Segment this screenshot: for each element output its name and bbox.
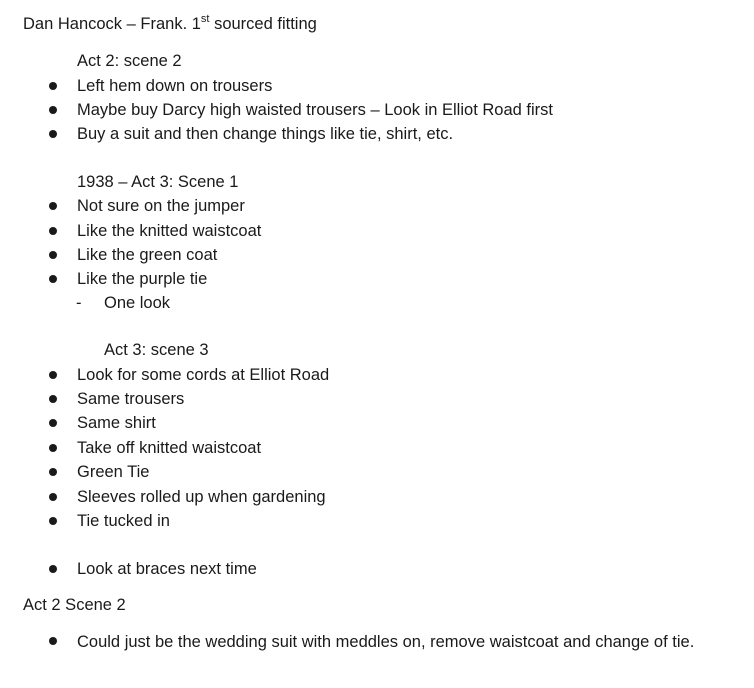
bullet-icon [49,275,57,283]
list-item: Left hem down on trousers [77,77,273,95]
title-text: Dan Hancock – Frank. 1 [23,15,201,33]
title-superscript: st [200,13,210,25]
section-heading-act3-scene3: Act 3: scene 3 [104,341,209,359]
bullet-icon [49,565,57,573]
bullet-icon [49,371,57,379]
bullet-icon [49,493,57,501]
list-item: Same trousers [77,390,185,408]
list-item: Not sure on the jumper [77,197,245,215]
list-item: Look at braces next time [77,560,257,578]
list-item: Buy a suit and then change things like tie, shirt, etc. [77,125,454,143]
bullet-icon [49,202,57,210]
list-item: Same shirt [77,414,156,432]
bullet-icon [49,82,57,90]
bullet-icon [49,468,57,476]
title-text-suffix: sourced fitting [209,15,317,33]
list-item: Tie tucked in [77,512,170,530]
bullet-icon [49,395,57,403]
list-item: Like the green coat [77,246,218,264]
list-item: Take off knitted waistcoat [77,439,262,457]
bullet-icon [49,227,57,235]
section-heading-act2-scene2-b: Act 2 Scene 2 [23,596,126,614]
bullet-icon [49,130,57,138]
list-item: Like the knitted waistcoat [77,222,262,240]
list-item: Maybe buy Darcy high waisted trousers – Look in Elliot Road first [77,101,553,119]
sub-list-item: One look [104,294,171,312]
dash-marker: - [76,294,82,312]
list-item: Green Tie [77,463,150,481]
bullet-icon [49,637,57,645]
section-heading-1938-act3-scene1: 1938 – Act 3: Scene 1 [77,173,239,191]
bullet-icon [49,419,57,427]
section-heading-act2-scene2: Act 2: scene 2 [77,52,182,70]
list-item: Look for some cords at Elliot Road [77,366,330,384]
bullet-icon [49,106,57,114]
bullet-icon [49,444,57,452]
document-title [23,14,317,34]
list-item: Could just be the wedding suit with meddles on, remove waistcoat and change of tie. [77,633,695,651]
bullet-icon [49,251,57,259]
list-item: Like the purple tie [77,270,208,288]
list-item: Sleeves rolled up when gardening [77,488,326,506]
bullet-icon [49,517,57,525]
